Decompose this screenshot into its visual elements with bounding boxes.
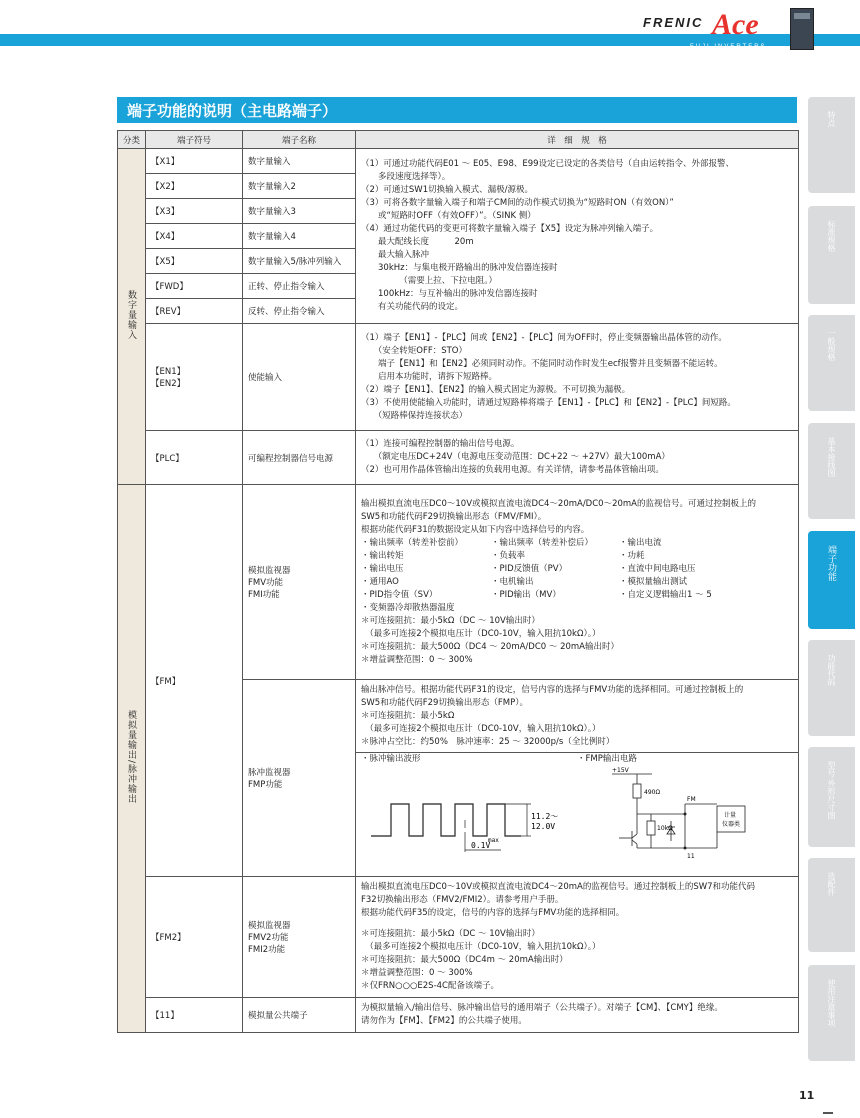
side-tab-terminal-functions[interactable]: 端子功能: [808, 531, 855, 629]
terminal-symbol: 【X1】: [146, 149, 243, 174]
header-name: 端子名称: [243, 131, 356, 149]
circuit-15v: +15V: [612, 767, 629, 774]
section-title-bar: [117, 97, 797, 123]
side-tab-general-specs[interactable]: 一般规格: [808, 315, 855, 411]
page-number: 11: [799, 1089, 815, 1102]
terminal-name: 反转、停止指令输入: [243, 299, 356, 324]
terminal-name-fm2: 模拟监视器 FMV2功能 FMI2功能: [243, 877, 356, 998]
brand-sub: FUJI INVERTERS: [690, 44, 767, 50]
circuit-meter2: 仪器类: [722, 821, 741, 828]
fm-pulse-detail: 输出脉冲信号。根据功能代码F31的设定，信号内容的选择与FMV功能的选择相同。可通过控制板上的 SW5和功能代码F29切换输出形态（FMP）。 ＊可连接阻抗：最小5kΩ （最多可连接2个模拟电压计（DC0-10V，输入阻抗10kΩ）。） ＊脉冲占空比：约50% 脉冲速率：25 ～ 32000p/s（全比例时） ・脉冲输出波形 11.2～ 12.0V 0.1V max ・FMP输出电路 +15V 490Ω 10kΩ FM 11 计量 仪器类: [356, 680, 799, 877]
table-row-fm2: [118, 877, 799, 998]
terminal-symbol: 【FWD】: [146, 274, 243, 299]
header-cat: 分类: [118, 131, 146, 149]
terminal-name: 数字量输入2: [243, 174, 356, 199]
table-row-plc: [118, 431, 799, 485]
pulse-waveform-diagram: [361, 766, 571, 856]
circuit-fm: FM: [687, 796, 696, 803]
wave-label: ・脉冲输出波形: [361, 754, 421, 764]
side-tab-wiring[interactable]: 基本接线图: [808, 423, 855, 519]
circuit-490: 490Ω: [644, 789, 661, 796]
side-tab-function-codes[interactable]: 功能代码: [808, 640, 855, 736]
terminal-symbol-en: 【EN1】 【EN2】: [146, 324, 243, 431]
terminal-symbol: 【X4】: [146, 224, 243, 249]
terminal-name: 数字量输入: [243, 149, 356, 174]
brand-logo: [640, 8, 790, 48]
terminal-name: 数字量输入4: [243, 224, 356, 249]
side-tab-precautions[interactable]: 使用注意事项: [808, 965, 855, 1061]
digital-detail: （1）可通过功能代码E01 ～ E05、E98、E99设定已设定的各类信号（自由运转指令、外部报警、 多段速度选择等）。 （2）可通过SW1切换输入模式、漏极/源极。 （3）可将各数字量输入端子和端子CM间的动作模式切换为“短路时ON（有效ON）” 或“短路时OFF（有效OFF）”。（SINK 侧） （4）通过功能代码的变更可将数字量输入端子【X5】设定为脉冲列输入端子。 最大配线长度 20m 最大输入脉冲 30kHz：与集电极开路输出的脉冲发信器连接时 （需要上拉、下拉电阻。） 100kHz：与互补输出的脉冲发信器连接时 有关功能代码的设定。: [356, 149, 799, 324]
wave-voltage-high: 11.2～: [531, 812, 559, 821]
wave-voltage-high2: 12.0V: [531, 822, 556, 831]
terminal-symbol: 【REV】: [146, 299, 243, 324]
terminal-name-11: 模拟量公共端子: [243, 998, 356, 1033]
terminal-symbol-11: 【11】: [146, 998, 243, 1033]
table-row: [118, 149, 799, 174]
page-title: 端子功能的说明（主电路端子）: [127, 102, 338, 120]
side-tab-features[interactable]: 特点: [808, 97, 855, 193]
terminal-spec-table: [117, 130, 799, 1033]
circuit-label: ・FMP输出电路: [577, 754, 637, 764]
side-tab-standard-specs[interactable]: 标准规格: [808, 206, 855, 304]
side-tab-dimensions[interactable]: 型号·外形尺寸图: [808, 747, 855, 847]
signal-item-grid: ・输出频率（转差补偿前） ・输出频率（转差补偿后） ・输出电流 ・输出转矩 ・负载率 ・功耗 ・输出电压 ・PID反馈值（PV） ・直流中间电路电压 ・通用AO ・电机输出 ・模拟量输出测试 ・PID指令值（SV） ・PID输出（MV） ・自定义逻辑输出1 ～ 5: [361, 537, 712, 600]
table-row-en: [118, 324, 799, 431]
terminal-symbol: 【X3】: [146, 199, 243, 224]
brand-frenic: FRENIC: [643, 15, 704, 30]
header-detail: 详 细 规 格: [356, 131, 799, 149]
terminal-name-fm: 模拟监视器 FMV功能 FMI功能: [243, 485, 356, 680]
table-header-row: [118, 131, 799, 149]
table-row-11: [118, 998, 799, 1033]
wave-voltage-low: 0.1V: [471, 841, 491, 850]
wave-max-label: max: [488, 837, 499, 844]
table-row-fm-analog: [118, 485, 799, 680]
terminal-name-en: 使能输入: [243, 324, 356, 431]
circuit-10k: 10kΩ: [657, 825, 673, 832]
fmp-output-circuit: [577, 766, 777, 861]
terminal-symbol: 【X2】: [146, 174, 243, 199]
terminal-name: 正转、停止指令输入: [243, 274, 356, 299]
header-sym: 端子符号: [146, 131, 243, 149]
circuit-meter1: 计量: [724, 812, 737, 819]
terminal-symbol-fm2: 【FM2】: [146, 877, 243, 998]
terminal-name: 数字量输入5/脉冲列输入: [243, 249, 356, 274]
terminal-symbol-plc: 【PLC】: [146, 431, 243, 485]
terminal-symbol-fm: 【FM】: [146, 485, 243, 877]
t11-detail: 为模拟量输入/输出信号、脉冲输出信号的通用端子（公共端子）。对端子【CM】、【CMY】绝缘。 请勿作为【FM】、【FM2】的公共端子使用。: [356, 998, 799, 1033]
terminal-symbol: 【X5】: [146, 249, 243, 274]
brand-ace: Ace: [712, 8, 759, 41]
category-analog: 模拟量输出/脉冲输出: [118, 485, 146, 1033]
fm2-detail: 输出模拟直流电压DC0～10V或模拟直流电流DC4～20mA的监视信号。通过控制板上的SW7和功能代码 F32切换输出形态（FMV2/FMI2）。请参考用户手册。 根据功能代码F35的设定，信号的内容的选择与FMV功能的选择相同。 ＊可连接阻抗：最小5kΩ（DC ～ 10V输出时） （最多可连接2个模拟电压计（DC0-10V，输入阻抗10kΩ）。） ＊可连接阻抗：最大500Ω（DC4m ～ 20mA输出时） ＊增益调整范围：0 ～ 300% ＊仅FRN○○○E2S-4C配备该端子。: [356, 877, 799, 998]
category-digital: 数字量输入: [118, 149, 146, 485]
side-tab-options[interactable]: 选配件: [808, 858, 855, 952]
circuit-11: 11: [687, 853, 695, 860]
fm-analog-detail: 输出模拟直流电压DC0～10V或模拟直流电流DC4～20mA/DC0～20mA的监视信号。可通过控制板上的 SW5和功能代码F29切换输出形态（FMV/FMI）。 根据功能代码F31的数据设定从如下内容中选择信号的内容。 ・输出频率（转差补偿前） ・输出频率（转差补偿后） ・输出电流 ・输出转矩 ・负载率 ・功耗 ・输出电压 ・PID反馈值（PV） ・直流中间电路电压 ・通用AO ・电机输出 ・模拟量输出测试 ・PID指令值（SV） ・PID输出（MV） ・自定义逻辑输出1 ～ 5 ・变频器冷却散热器温度 ＊可连接阻抗：最小5kΩ（DC ～ 10V输出时） （最多可连接2个模拟电压计（DC0-10V，输入阻抗10kΩ）。） ＊可连接阻抗：最大500Ω（DC4 ～ 20mA/DC0 ～ 20mA输出时） ＊增益调整范围：0 ～ 300%: [356, 485, 799, 680]
plc-detail: （1）连接可编程控制器的输出信号电源。 （额定电压DC+24V（电源电压变动范围：DC+22 ～ +27V）最大100mA） （2）也可用作晶体管输出连接的负载用电源。有关详情，请参考晶体管输出项。: [356, 431, 799, 485]
en-detail: （1）端子【EN1】-【PLC】间或【EN2】-【PLC】间为OFF时，停止变频器输出晶体管的动作。 （安全转矩OFF：STO） 端子【EN1】和【EN2】必须同时动作。不能同时动作时发生ecf报警并且变频器不能运转。 启用本功能时，请拆下短路棒。 （2）端子【EN1】、【EN2】的输入模式固定为源极。不可切换为漏极。 （3）不使用使能输入功能时，请通过短路棒将端子【EN1】-【PLC】和【EN2】-【PLC】间短路。 （短路棒保持连接状态）: [356, 324, 799, 431]
terminal-name-fmp: 脉冲监视器 FMP功能: [243, 680, 356, 877]
terminal-name-plc: 可编程控制器信号电源: [243, 431, 356, 485]
inverter-device-image: [790, 8, 814, 50]
terminal-name: 数字量输入3: [243, 199, 356, 224]
page-number-bar: [823, 1112, 833, 1114]
